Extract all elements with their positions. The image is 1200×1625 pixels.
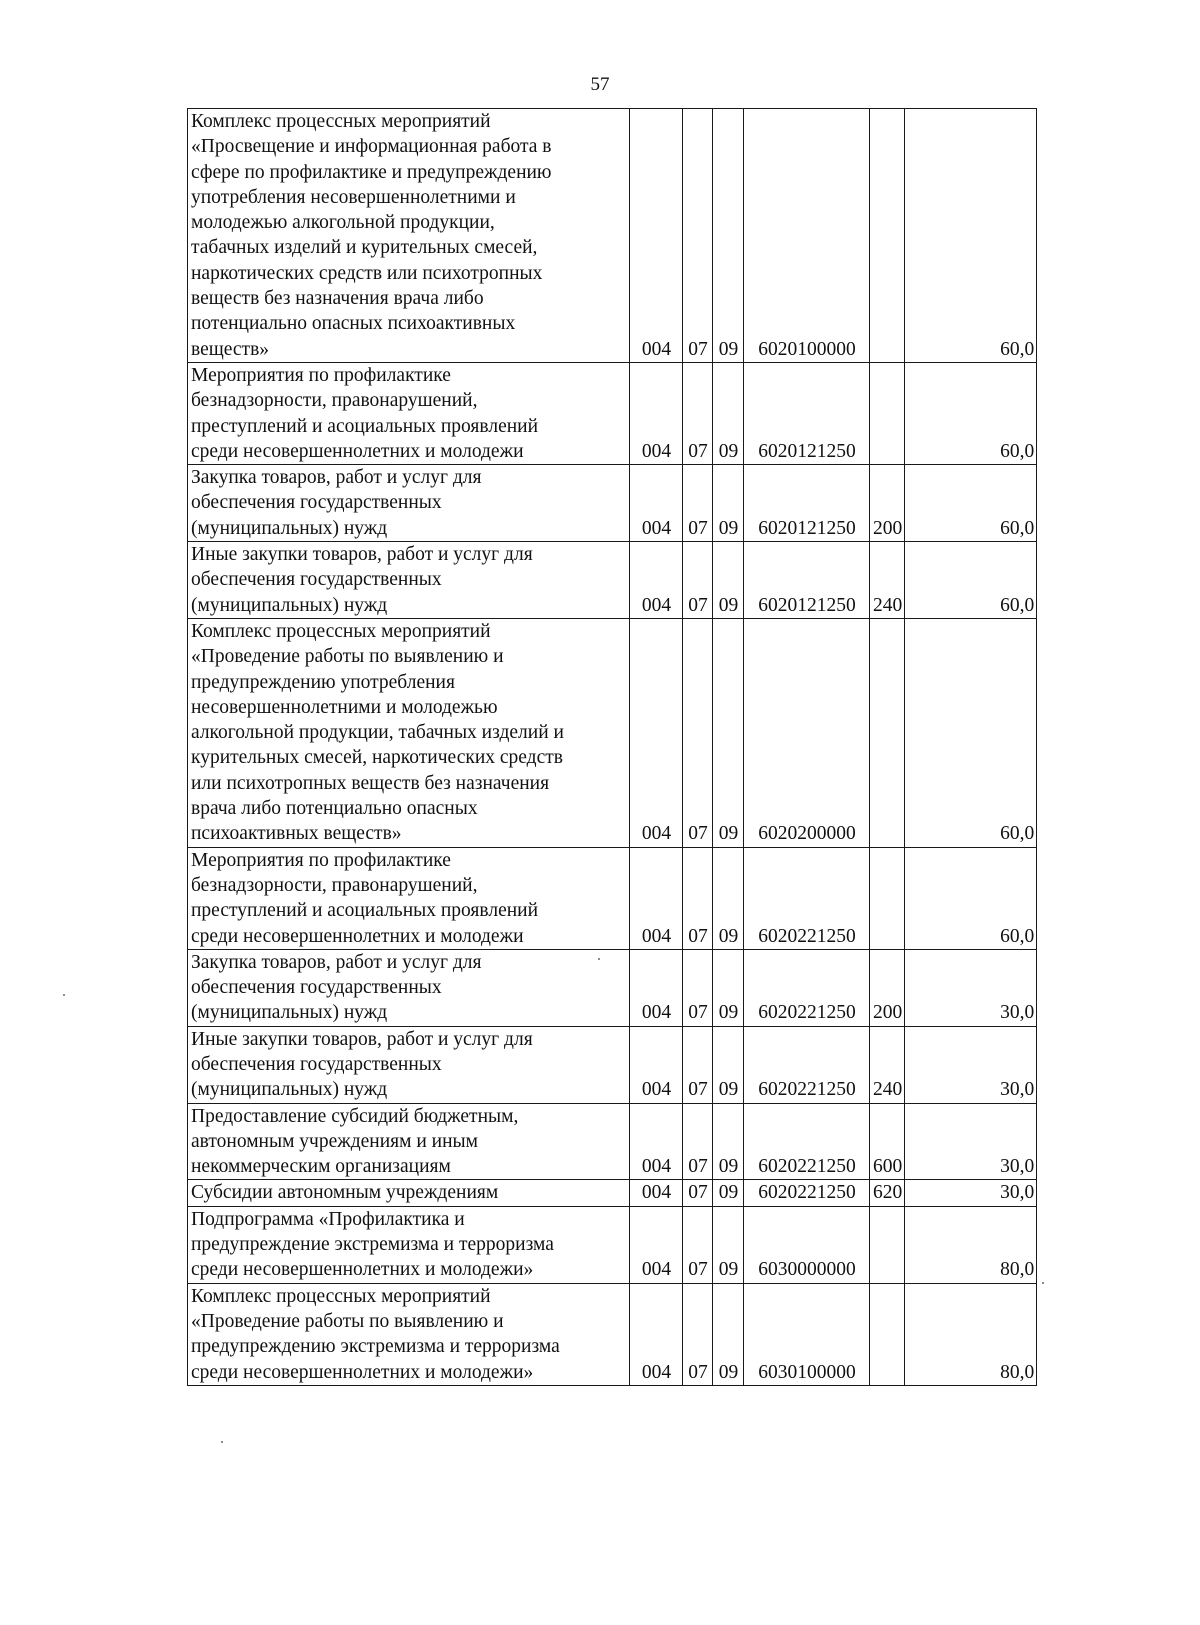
item-name-line: преступлений и асоциальных проявлений: [191, 900, 539, 922]
item-name-line: Подпрограмма «Профилактика и: [191, 1208, 465, 1230]
item-name-line: некоммерческим организациям: [191, 1156, 451, 1178]
ministry-code-cell: 004: [630, 949, 683, 1026]
table-row: [188, 1026, 1037, 1103]
item-name-line: автономным учреждениям и иным: [191, 1130, 478, 1152]
item-name-line: «Проведение работы по выявлению и: [191, 1310, 504, 1332]
subsection-code-cell: 09: [713, 1103, 744, 1180]
ministry-code-cell: 004: [630, 618, 683, 847]
item-name-line: или психотропных веществ без назначения: [191, 772, 550, 794]
item-name-line: безнадзорности, правонарушений,: [191, 390, 478, 412]
table-row: [188, 465, 1037, 542]
target-article-cell: 6020221250: [744, 949, 870, 1026]
item-name-line: Закупка товаров, работ и услуг для: [191, 951, 482, 973]
item-name-line: преступлений и асоциальных проявлений: [191, 415, 539, 437]
target-article-cell: 6020100000: [744, 109, 870, 363]
table-row: [188, 109, 1037, 363]
item-name-cell: [188, 1103, 630, 1180]
section-code-cell: 07: [683, 1026, 713, 1103]
amount-cell: 60,0: [905, 109, 1037, 363]
ministry-code-cell: 004: [630, 1103, 683, 1180]
target-article-cell: 6020200000: [744, 618, 870, 847]
expense-type-cell: [870, 618, 905, 847]
subsection-code-cell: 09: [713, 949, 744, 1026]
item-name-line: «Просвещение и информационная работа в: [191, 136, 552, 158]
item-name-line: психоактивных веществ»: [191, 823, 402, 845]
item-name-line: табачных изделий и курительных смесей,: [191, 237, 538, 259]
item-name-line: сфере по профилактике и предупреждению: [191, 161, 552, 183]
table-row: [188, 1103, 1037, 1180]
target-article-cell: 6030100000: [744, 1283, 870, 1385]
item-name-line: (муниципальных) нужд: [191, 1002, 388, 1024]
section-code-cell: 07: [683, 1206, 713, 1283]
item-name-line: Иные закупки товаров, работ и услуг для: [191, 544, 533, 566]
section-code-cell: 07: [683, 949, 713, 1026]
item-name-line: веществ»: [191, 338, 270, 360]
item-name-line: Субсидии автономным учреждениям: [191, 1182, 499, 1204]
item-name-line: Мероприятия по профилактике: [191, 364, 451, 386]
expense-type-cell: 200: [870, 949, 905, 1026]
subsection-code-cell: 09: [713, 362, 744, 464]
item-name-line: предупреждение экстремизма и терроризма: [191, 1234, 554, 1256]
amount-cell: 60,0: [905, 847, 1037, 949]
scan-speck: [63, 994, 65, 996]
item-name-line: среди несовершеннолетних и молодежи»: [191, 1361, 534, 1383]
section-code-cell: 07: [683, 1103, 713, 1180]
item-name-cell: [188, 542, 630, 619]
item-name-line: Комплекс процессных мероприятий: [191, 1285, 491, 1307]
item-name-line: Предоставление субсидий бюджетным,: [191, 1105, 519, 1127]
amount-cell: 30,0: [905, 949, 1037, 1026]
section-code-cell: 07: [683, 362, 713, 464]
item-name-line: обеспечения государственных: [191, 492, 442, 514]
item-name-cell: [188, 1206, 630, 1283]
item-name-line: (муниципальных) нужд: [191, 594, 388, 616]
item-name-line: обеспечения государственных: [191, 977, 442, 999]
amount-cell: 60,0: [905, 542, 1037, 619]
ministry-code-cell: 004: [630, 1206, 683, 1283]
section-code-cell: 07: [683, 542, 713, 619]
subsection-code-cell: 09: [713, 465, 744, 542]
subsection-code-cell: 09: [713, 109, 744, 363]
target-article-cell: 6020221250: [744, 1026, 870, 1103]
ministry-code-cell: 004: [630, 542, 683, 619]
item-name-line: среди несовершеннолетних и молодежи»: [191, 1259, 534, 1281]
ministry-code-cell: 004: [630, 1026, 683, 1103]
item-name-line: потенциально опасных психоактивных: [191, 313, 516, 335]
expense-type-cell: [870, 109, 905, 363]
item-name-cell: [188, 618, 630, 847]
item-name-line: среди несовершеннолетних и молодежи: [191, 925, 524, 947]
subsection-code-cell: 09: [713, 618, 744, 847]
expense-type-cell: [870, 1206, 905, 1283]
expense-type-cell: 620: [870, 1180, 905, 1206]
item-name-line: несовершеннолетними и молодежью: [191, 696, 498, 718]
scan-speck: [598, 958, 600, 960]
item-name-line: Иные закупки товаров, работ и услуг для: [191, 1028, 533, 1050]
subsection-code-cell: 09: [713, 1180, 744, 1206]
section-code-cell: 07: [683, 1180, 713, 1206]
table-row: [188, 1206, 1037, 1283]
item-name-cell: [188, 949, 630, 1026]
ministry-code-cell: 004: [630, 847, 683, 949]
page-number: 57: [590, 74, 610, 95]
table-row: [188, 618, 1037, 847]
item-name-line: молодежью алкогольной продукции,: [191, 212, 495, 234]
item-name-line: (муниципальных) нужд: [191, 1079, 388, 1101]
amount-cell: 30,0: [905, 1103, 1037, 1180]
amount-cell: 60,0: [905, 465, 1037, 542]
amount-cell: 30,0: [905, 1180, 1037, 1206]
subsection-code-cell: 09: [713, 542, 744, 619]
amount-cell: 60,0: [905, 618, 1037, 847]
budget-table-body: [188, 109, 1037, 1386]
target-article-cell: 6020221250: [744, 1180, 870, 1206]
ministry-code-cell: 004: [630, 1283, 683, 1385]
expense-type-cell: 200: [870, 465, 905, 542]
item-name-line: врача либо потенциально опасных: [191, 798, 478, 820]
section-code-cell: 07: [683, 618, 713, 847]
table-row: [188, 1283, 1037, 1385]
subsection-code-cell: 09: [713, 1026, 744, 1103]
ministry-code-cell: 004: [630, 109, 683, 363]
item-name-cell: [188, 1180, 630, 1206]
scan-speck: [221, 1441, 223, 1443]
subsection-code-cell: 09: [713, 1206, 744, 1283]
scan-speck: [1042, 1282, 1044, 1284]
table-row: [188, 1180, 1037, 1206]
item-name-cell: [188, 362, 630, 464]
item-name-cell: [188, 465, 630, 542]
item-name-line: обеспечения государственных: [191, 569, 442, 591]
item-name-cell: [188, 847, 630, 949]
item-name-line: обеспечения государственных: [191, 1053, 442, 1075]
expense-type-cell: [870, 362, 905, 464]
budget-table: [187, 108, 1037, 1386]
item-name-line: алкогольной продукции, табачных изделий и: [191, 722, 564, 744]
target-article-cell: 6020121250: [744, 542, 870, 619]
section-code-cell: 07: [683, 1283, 713, 1385]
item-name-line: употребления несовершеннолетними и: [191, 186, 516, 208]
target-article-cell: 6020221250: [744, 847, 870, 949]
item-name-line: наркотических средств или психотропных: [191, 262, 543, 284]
target-article-cell: 6020121250: [744, 465, 870, 542]
target-article-cell: 6030000000: [744, 1206, 870, 1283]
item-name-line: безнадзорности, правонарушений,: [191, 874, 478, 896]
table-row: [188, 847, 1037, 949]
item-name-line: Комплекс процессных мероприятий: [191, 620, 491, 642]
item-name-line: веществ без назначения врача либо: [191, 288, 484, 310]
expense-type-cell: [870, 1283, 905, 1385]
ministry-code-cell: 004: [630, 362, 683, 464]
amount-cell: 60,0: [905, 362, 1037, 464]
item-name-line: среди несовершеннолетних и молодежи: [191, 440, 524, 462]
item-name-line: Комплекс процессных мероприятий: [191, 111, 491, 132]
table-row: [188, 542, 1037, 619]
expense-type-cell: 240: [870, 542, 905, 619]
item-name-line: (муниципальных) нужд: [191, 517, 388, 539]
amount-cell: 30,0: [905, 1026, 1037, 1103]
section-code-cell: 07: [683, 465, 713, 542]
amount-cell: 80,0: [905, 1206, 1037, 1283]
expense-type-cell: 240: [870, 1026, 905, 1103]
section-code-cell: 07: [683, 847, 713, 949]
table-row: [188, 362, 1037, 464]
item-name-cell: [188, 1026, 630, 1103]
item-name-cell: [188, 1283, 630, 1385]
ministry-code-cell: 004: [630, 465, 683, 542]
item-name-line: предупреждению экстремизма и терроризма: [191, 1336, 560, 1358]
item-name-line: Мероприятия по профилактике: [191, 849, 451, 871]
table-row: [188, 949, 1037, 1026]
item-name-line: курительных смесей, наркотических средств: [191, 747, 563, 769]
subsection-code-cell: 09: [713, 1283, 744, 1385]
target-article-cell: 6020221250: [744, 1103, 870, 1180]
expense-type-cell: [870, 847, 905, 949]
item-name-cell: [188, 109, 630, 363]
expense-type-cell: 600: [870, 1103, 905, 1180]
amount-cell: 80,0: [905, 1283, 1037, 1385]
target-article-cell: 6020121250: [744, 362, 870, 464]
item-name-line: «Проведение работы по выявлению и: [191, 646, 504, 668]
section-code-cell: 07: [683, 109, 713, 363]
ministry-code-cell: 004: [630, 1180, 683, 1206]
item-name-line: предупреждению употребления: [191, 671, 455, 693]
item-name-line: Закупка товаров, работ и услуг для: [191, 467, 482, 489]
subsection-code-cell: 09: [713, 847, 744, 949]
